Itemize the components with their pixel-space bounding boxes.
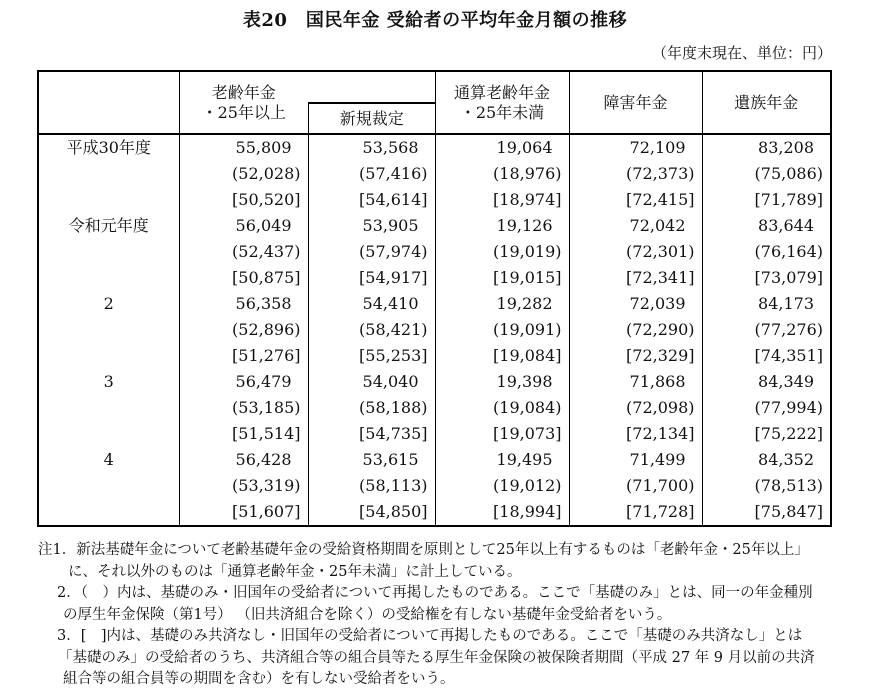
footnote-line: 3．[ ]内は、基礎のみ共済なし・旧国年の受給者について再掲したものである。ここで「基礎のみ共済なし」とは xyxy=(57,628,803,644)
pension-amount-cell: (58,113) xyxy=(308,473,435,499)
table-row xyxy=(38,369,831,395)
pension-amount-cell: [51,607] xyxy=(179,499,308,526)
old-age-label-line2: ・25年以上 xyxy=(201,102,286,122)
footnote-line: 注1．新法基礎年金について老齢基礎年金の受給資格期間を原則として25年以上有するものは「老齢年金・25年以上」 xyxy=(38,542,809,558)
footnotes xyxy=(0,540,870,691)
pension-amount-cell: (18,976) xyxy=(435,161,569,187)
pension-amount-cell: [19,015] xyxy=(435,265,569,291)
table-row xyxy=(38,213,831,239)
pension-amount-cell: [51,276] xyxy=(179,343,308,369)
pension-amount-cell: [74,351] xyxy=(702,343,831,369)
pension-amount-cell: [50,875] xyxy=(179,265,308,291)
pension-amount-cell: 56,049 xyxy=(179,213,308,239)
table-row xyxy=(38,134,831,161)
pension-amount-cell: 71,868 xyxy=(569,369,702,395)
pension-amount-cell: (57,416) xyxy=(308,161,435,187)
pension-amount-cell: [54,850] xyxy=(308,499,435,526)
pension-amount-cell: [73,079] xyxy=(702,265,831,291)
pension-amount-cell: (52,896) xyxy=(179,317,308,343)
pension-amount-cell: [71,728] xyxy=(569,499,702,526)
pension-amount-cell: 19,282 xyxy=(435,291,569,317)
table-body xyxy=(38,134,831,526)
pension-amount-cell: (72,301) xyxy=(569,239,702,265)
pension-amount-cell: [50,520] xyxy=(179,187,308,213)
pension-amount-cell: 56,428 xyxy=(179,447,308,473)
pension-amount-cell: (19,019) xyxy=(435,239,569,265)
pension-amount-cell: (77,276) xyxy=(702,317,831,343)
fiscal-year-label: 3 xyxy=(38,369,179,447)
pension-amount-cell: 83,208 xyxy=(702,134,831,161)
pension-amount-cell: 84,173 xyxy=(702,291,831,317)
pension-amount-cell: 19,126 xyxy=(435,213,569,239)
pension-amount-cell: (72,290) xyxy=(569,317,702,343)
footnote-line: 2．（ ）内は、基礎のみ・旧国年の受給者について再掲したものである。ここで「基礎のみ」とは、同一の年金種別 xyxy=(57,585,813,601)
pension-amount-cell: [18,994] xyxy=(435,499,569,526)
fiscal-year-column-header xyxy=(38,71,179,134)
pension-amount-cell: 84,349 xyxy=(702,369,831,395)
total-old-age-pension-header xyxy=(435,71,569,134)
fiscal-year-label: 2 xyxy=(38,291,179,369)
pension-amount-cell: 19,064 xyxy=(435,134,569,161)
footnote-line: の厚生年金保険（第1号） （旧共済組合を除く）の受給権を有しない基礎年金受給者をいう。 xyxy=(63,606,672,623)
footnote-line: に、それ以外のものは「通算老齢年金・25年未満」に計上している。 xyxy=(68,563,522,580)
pension-amount-cell: 83,644 xyxy=(702,213,831,239)
pension-amount-cell: 72,039 xyxy=(569,291,702,317)
pension-amount-cell: 54,410 xyxy=(308,291,435,317)
header-row xyxy=(38,71,831,134)
pension-amount-cell: [54,614] xyxy=(308,187,435,213)
disability-pension-header: 障害年金 xyxy=(569,71,702,134)
pension-amount-cell: [54,735] xyxy=(308,421,435,447)
pension-amount-cell: [19,073] xyxy=(435,421,569,447)
new-award-subheader xyxy=(308,102,435,133)
pension-amount-cell: (19,084) xyxy=(435,395,569,421)
pension-amount-cell: [72,415] xyxy=(569,187,702,213)
pension-amount-cell: (77,994) xyxy=(702,395,831,421)
pension-amount-cell: 19,398 xyxy=(435,369,569,395)
table-row xyxy=(38,447,831,473)
pension-amount-cell: 53,615 xyxy=(308,447,435,473)
pension-amount-cell: [72,134] xyxy=(569,421,702,447)
pension-amount-cell: 84,352 xyxy=(702,447,831,473)
total-old-age-label-line2: ・25年未満 xyxy=(459,102,545,122)
old-age-pension-header xyxy=(179,71,435,134)
unit-note: （年度末現在、単位：円） xyxy=(651,44,832,62)
pension-amount-cell: (76,164) xyxy=(702,239,831,265)
pension-amount-cell: [51,514] xyxy=(179,421,308,447)
pension-amount-cell: 54,040 xyxy=(308,369,435,395)
pension-amount-cell: (19,012) xyxy=(435,473,569,499)
pension-amount-cell: [72,341] xyxy=(569,265,702,291)
total-old-age-label-line1: 通算老齢年金 xyxy=(453,82,550,102)
pension-amount-cell: [54,917] xyxy=(308,265,435,291)
pension-amount-cell: 56,479 xyxy=(179,369,308,395)
fiscal-year-label: 令和元年度 xyxy=(38,213,179,291)
pension-amount-cell: (57,974) xyxy=(308,239,435,265)
fiscal-year-label: 4 xyxy=(38,447,179,526)
survivor-pension-header: 遺族年金 xyxy=(702,71,831,134)
pension-amount-cell: (71,700) xyxy=(569,473,702,499)
pension-amount-cell: [72,329] xyxy=(569,343,702,369)
pension-table xyxy=(37,70,832,527)
pension-amount-cell: (53,185) xyxy=(179,395,308,421)
pension-amount-cell: (72,373) xyxy=(569,161,702,187)
fiscal-year-label: 平成30年度 xyxy=(38,134,179,213)
pension-amount-cell: [18,974] xyxy=(435,187,569,213)
old-age-header-wrap xyxy=(180,72,435,133)
pension-amount-cell: (53,319) xyxy=(179,473,308,499)
pension-amount-cell: (52,028) xyxy=(179,161,308,187)
old-age-label-line1: 老齢年金 xyxy=(211,82,276,102)
pension-amount-cell: (19,091) xyxy=(435,317,569,343)
pension-amount-cell: (72,098) xyxy=(569,395,702,421)
pension-amount-cell: 56,358 xyxy=(179,291,308,317)
pension-amount-cell: 53,568 xyxy=(308,134,435,161)
pension-amount-cell: (78,513) xyxy=(702,473,831,499)
pension-amount-cell: [75,847] xyxy=(702,499,831,526)
pension-amount-cell: 53,905 xyxy=(308,213,435,239)
pension-amount-cell: [55,253] xyxy=(308,343,435,369)
old-age-pension-label xyxy=(180,72,309,133)
table-header xyxy=(38,71,831,134)
pension-amount-cell: (58,421) xyxy=(308,317,435,343)
pension-amount-cell: (58,188) xyxy=(308,395,435,421)
footnote-line: 組合等の組合員等の期間を含む）を有しない受給者をいう。 xyxy=(63,671,455,687)
pension-amount-cell: (75,086) xyxy=(702,161,831,187)
footnote-line: 「基礎のみ」の受給者のうち、共済組合等の組合員等たる厚生年金保険の被保険者期間（平成 27 年 9 月以前の共済 xyxy=(58,649,815,666)
table-row xyxy=(38,291,831,317)
pension-amount-cell: [75,222] xyxy=(702,421,831,447)
pension-amount-cell: 72,109 xyxy=(569,134,702,161)
new-award-label: 新規裁定 xyxy=(339,108,404,128)
pension-amount-cell: [19,084] xyxy=(435,343,569,369)
pension-amount-cell: 19,495 xyxy=(435,447,569,473)
pension-amount-cell: (52,437) xyxy=(179,239,308,265)
table-title: 表20 国民年金 受給者の平均年金月額の推移 xyxy=(242,10,628,31)
pension-amount-cell: 71,499 xyxy=(569,447,702,473)
pension-amount-cell: 72,042 xyxy=(569,213,702,239)
pension-amount-cell: [71,789] xyxy=(702,187,831,213)
pension-amount-cell: 55,809 xyxy=(179,134,308,161)
